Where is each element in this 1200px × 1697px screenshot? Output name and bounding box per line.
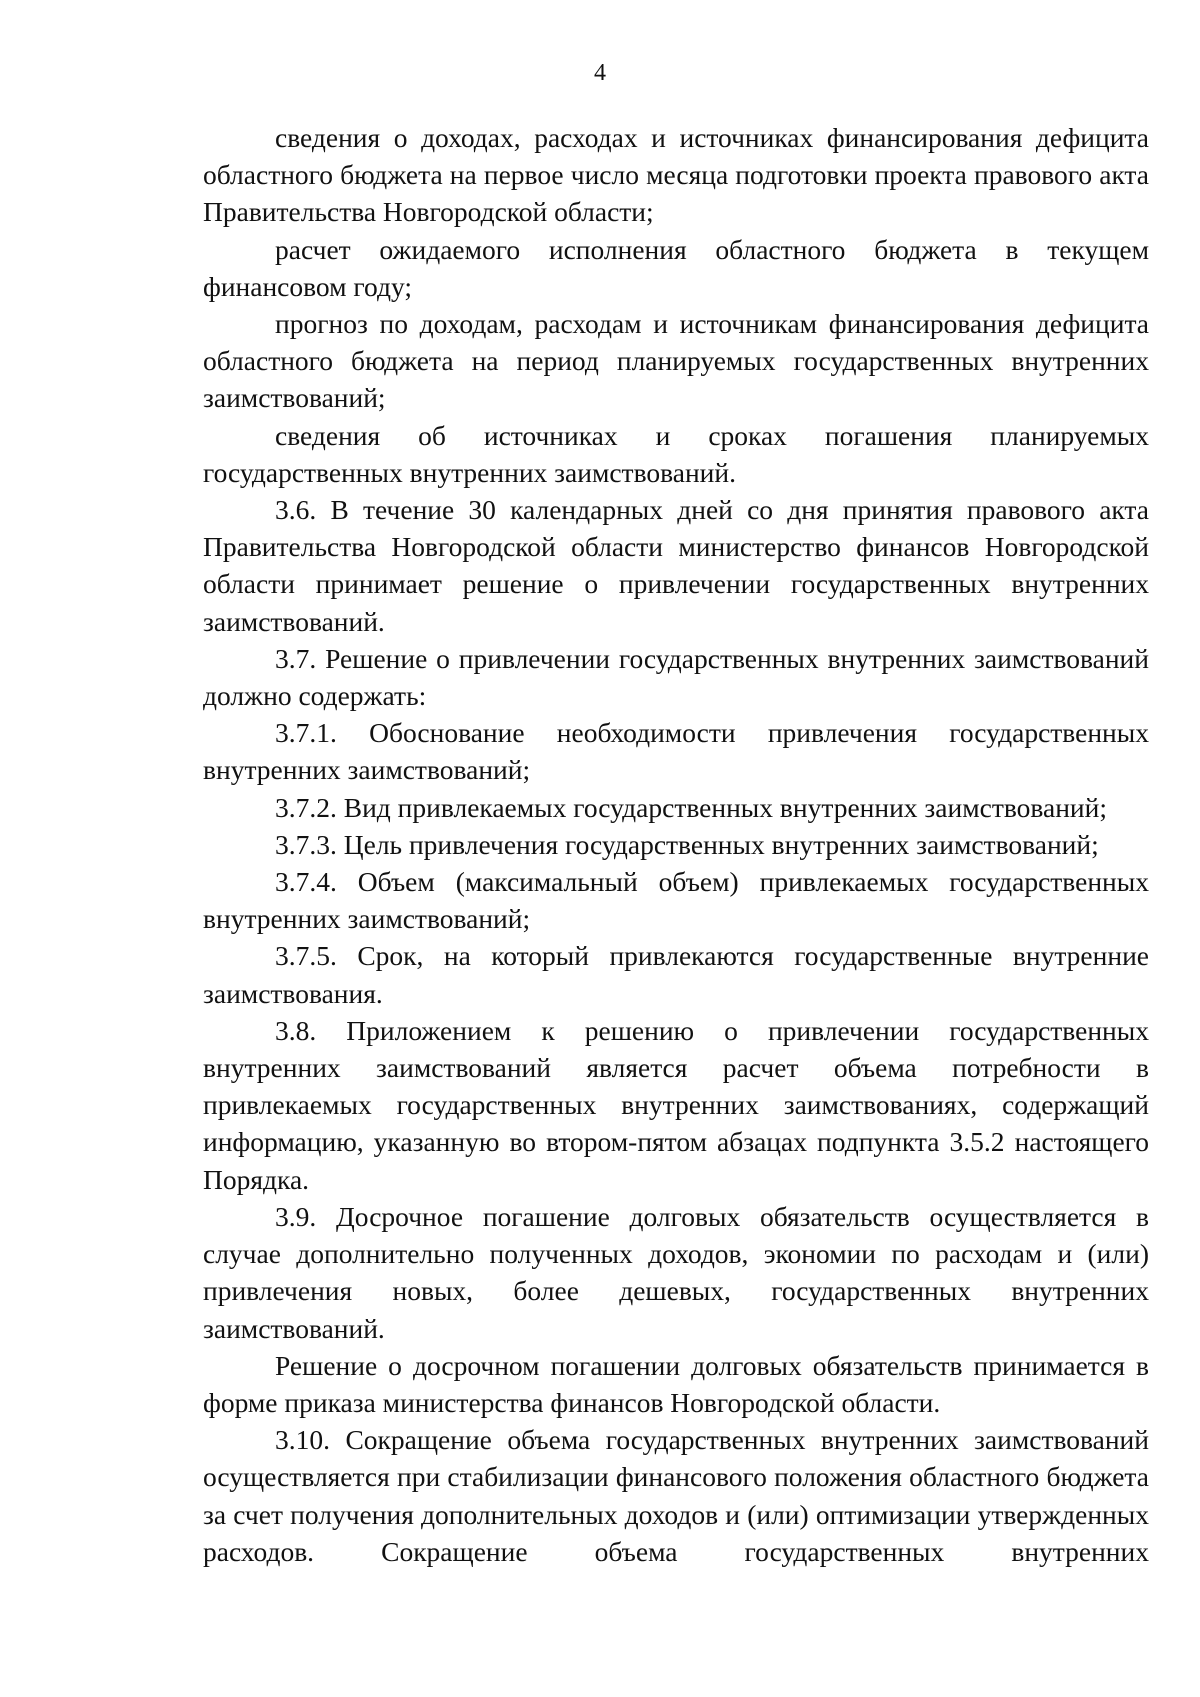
- paragraph-3-6: 3.6. В течение 30 календарных дней со дня принятия правового акта Правительства Новгородской области министерство финансов Новгородской области принимает решение о привлечении государственных внутренних заимствований.: [203, 494, 1149, 637]
- paragraph-budget-info: сведения о доходах, расходах и источниках финансирования дефицита областного бюджета на первое число месяца подготовки проекта правового акта Правительства Новгородской области;: [203, 122, 1149, 228]
- paragraph-3-8: 3.8. Приложением к решению о привлечении государственных внутренних заимствований является расчет объема потребности в привлекаемых государственных внутренних заимствованиях, содержащий информацию, указанную во втором-пятом абзацах подпункта 3.5.2 настоящего Порядка.: [203, 1014, 1149, 1195]
- paragraph-expected-execution: расчет ожидаемого исполнения областного бюджета в текущем финансовом году;: [203, 233, 1149, 302]
- paragraph-3-7: 3.7. Решение о привлечении государственных внутренних заимствований должно содержать:: [203, 642, 1149, 712]
- paragraph-repayment-sources: сведения об источниках и сроках погашения планируемых государственных внутренних заимствований.: [203, 419, 1149, 488]
- paragraph-3-7-3: 3.7.3. Цель привлечения государственных внутренних заимствований;: [275, 828, 1099, 860]
- paragraph-early-repayment-decision: Решение о досрочном погашении долговых обязательств принимается в форме приказа министерства финансов Новгородской области.: [203, 1349, 1149, 1418]
- document-body: [203, 119, 1149, 1570]
- paragraph-3-7-1: 3.7.1. Обоснование необходимости привлечения государственных внутренних заимствований;: [203, 717, 1149, 786]
- paragraph-3-9: 3.9. Досрочное погашение долговых обязательств осуществляется в случае дополнительно полученных доходов, экономии по расходам и (или) привлечения новых, более дешевых, государственных внутренних заимствований.: [203, 1200, 1149, 1344]
- paragraph-3-7-2: 3.7.2. Вид привлекаемых государственных внутренних заимствований;: [275, 791, 1108, 823]
- paragraph-3-10: 3.10. Сокращение объема государственных внутренних заимствований осуществляется при стабилизации финансового положения областного бюджета за счет получения дополнительных доходов и (или) оптимизации утвержденных расходов. Сокращение объема государственных внутренних: [203, 1424, 1149, 1567]
- paragraph-3-7-5: 3.7.5. Срок, на который привлекаются государственные внутренние заимствования.: [203, 940, 1149, 1009]
- paragraph-forecast: прогноз по доходам, расходам и источникам финансирования дефицита областного бюджета на период планируемых государственных внутренних заимствований;: [203, 308, 1149, 414]
- page-number: 4: [594, 60, 606, 86]
- paragraph-3-7-4: 3.7.4. Объем (максимальный объем) привлекаемых государственных внутренних заимствований;: [203, 866, 1149, 935]
